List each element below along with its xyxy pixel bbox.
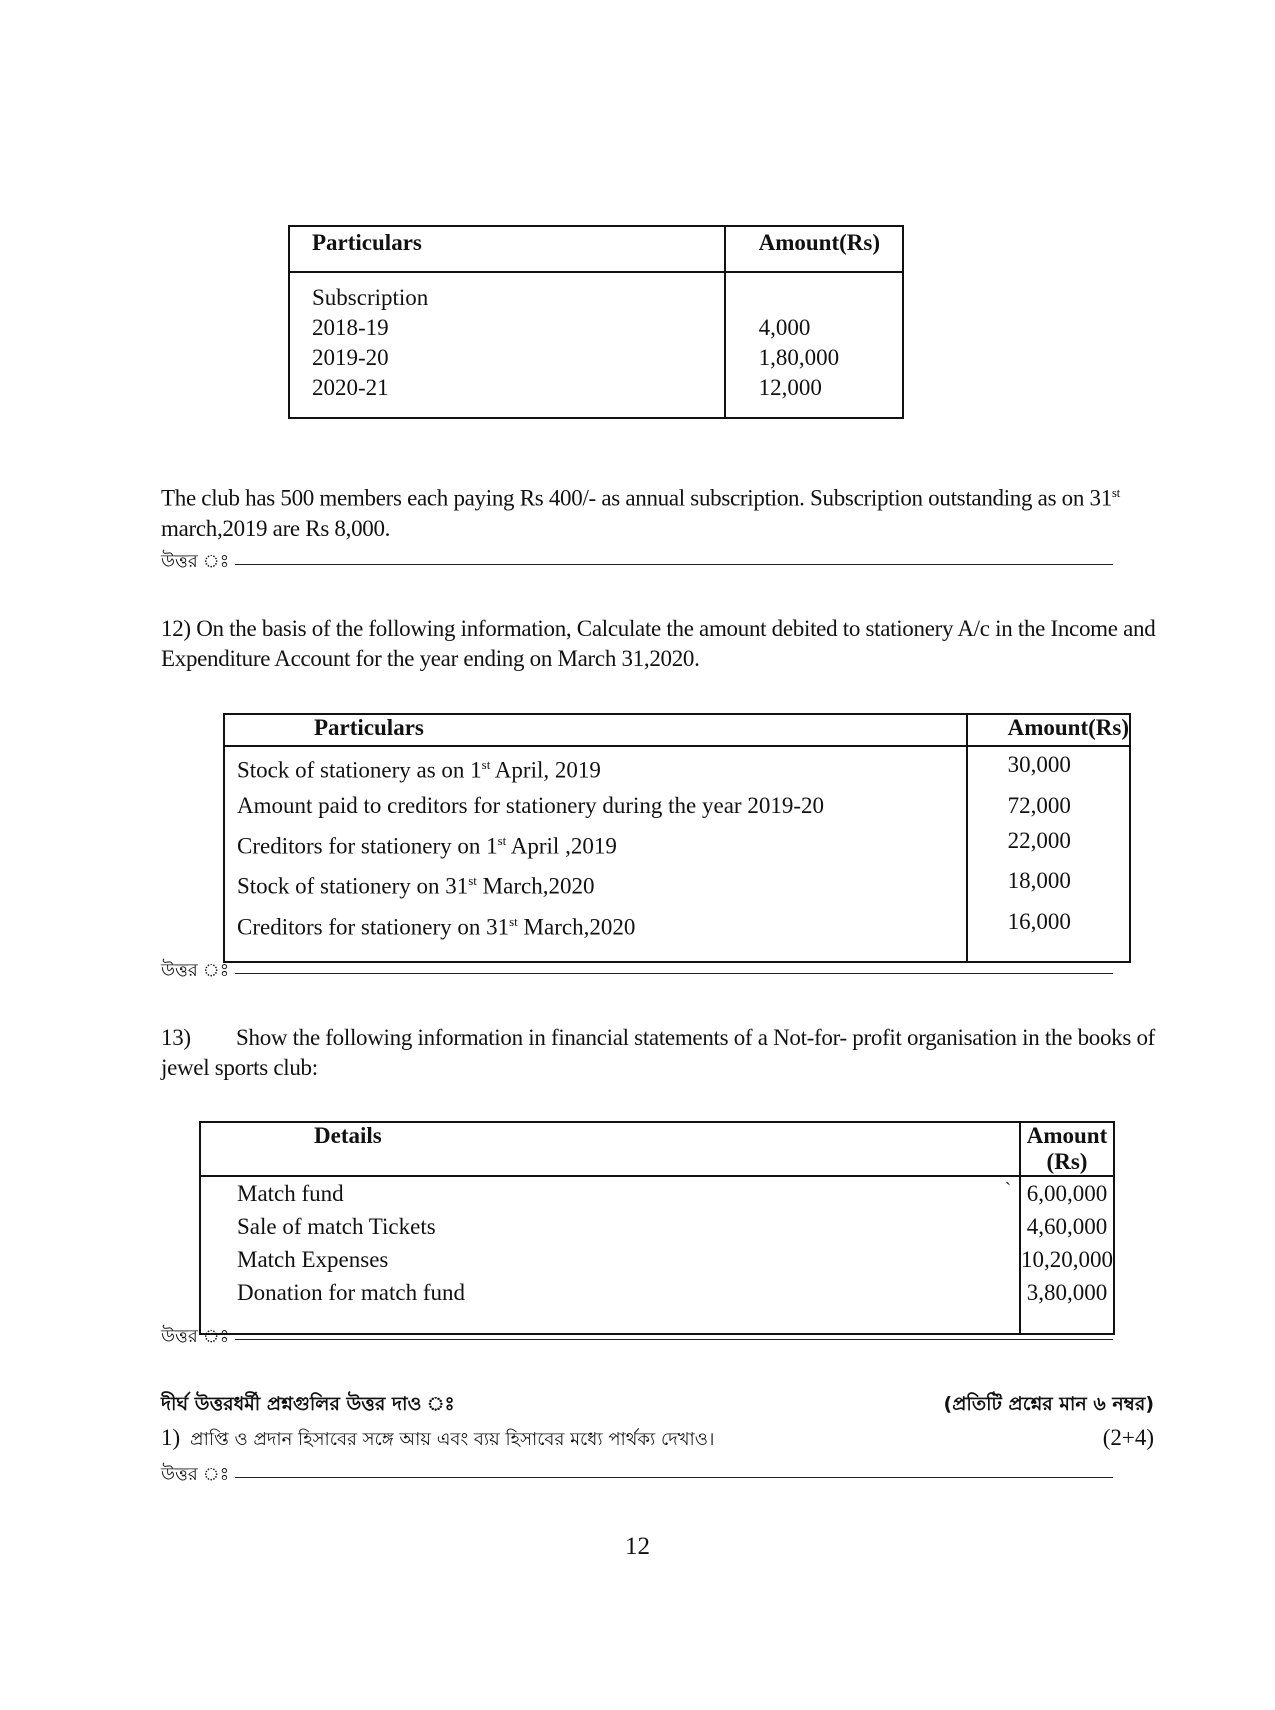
answer-line[interactable]	[161, 1322, 1113, 1353]
answer-line[interactable]	[161, 547, 1113, 578]
question-marks: (2+4)	[1102, 1425, 1154, 1450]
amount-cell: 4,60,000	[1026, 1214, 1108, 1239]
particulars-cell	[289, 272, 725, 418]
answer-label: উত্তর ঃ	[161, 1326, 230, 1347]
table-row	[200, 1176, 1114, 1210]
question-text: প্রাপ্তি ও প্রদান হিসাবের সঙ্গে আয় এবং ব্যয় হিসাবের মধ্যে পার্থক্য দেখাও।	[190, 1429, 715, 1450]
table-row	[224, 823, 1130, 864]
subscription-label: Subscription	[312, 285, 429, 310]
amount-cell: 6,00,000	[1026, 1181, 1108, 1206]
answer-label: উত্তর ঃ	[161, 551, 230, 572]
question-number: 13)	[161, 1025, 191, 1050]
table-row	[224, 863, 1130, 904]
question-12-text: 12) On the basis of the following information, Calculate the amount debited to stationery A/c in the Income and Expenditure Account for the year ending on March 31,2020.	[161, 616, 1156, 671]
amount-cell: 30,000	[1007, 752, 1071, 777]
table-row	[224, 746, 1130, 788]
answer-blank	[235, 1339, 1113, 1340]
amount-cell: 72,000	[1007, 792, 1071, 818]
club-info-paragraph: The club has 500 members each paying Rs 400/- as annual subscription. Subscription outstanding as on 31st march,2019 are Rs 8,000.	[161, 485, 1120, 541]
details-cell: Donation for match fund	[200, 1276, 1020, 1334]
column-header-amount: Amount (Rs)	[1020, 1122, 1114, 1176]
stationery-table	[223, 713, 1131, 963]
table-row	[224, 788, 1130, 823]
column-header-amount: Amount(Rs)	[725, 226, 903, 272]
answer-blank	[235, 564, 1113, 565]
match-fund-table	[199, 1121, 1115, 1335]
year-label: 2019-20	[312, 345, 389, 370]
amount-cell: 18,000	[1007, 868, 1071, 894]
table-row	[224, 904, 1130, 962]
answer-label: উত্তর ঃ	[161, 960, 230, 981]
table-row	[200, 1243, 1114, 1276]
table-header-row	[289, 226, 903, 272]
answer-line[interactable]	[161, 1460, 1113, 1491]
column-header-details: Details	[200, 1122, 1020, 1176]
section-marks-note: (প্রতিটি প্রশ্নের মান ৬ নম্বর)	[943, 1393, 1154, 1415]
page-number: 12	[625, 1533, 650, 1560]
section-title: দীর্ঘ উত্তরধর্মী প্রশ্নগুলির উত্তর দাও ঃ	[161, 1393, 455, 1415]
particulars-cell: Amount paid to creditors for stationery during the year 2019-20	[224, 788, 967, 823]
table-header-row	[200, 1122, 1114, 1176]
table-row	[289, 272, 903, 418]
details-cell: Sale of match Tickets	[200, 1210, 1020, 1243]
question-number: 1)	[161, 1425, 181, 1450]
question-13-text: 13) Show the following information in financial statements of a Not-for- profit organisation in the books of jewel sports club:	[161, 1025, 1156, 1080]
answer-label: উত্তর ঃ	[161, 1464, 230, 1485]
long-question-1	[161, 1425, 1154, 1456]
table-header-row	[224, 714, 1130, 746]
amount-value: 4,000	[758, 315, 811, 340]
amount-cell: 16,000	[1007, 908, 1071, 934]
details-cell: Match fund `	[200, 1176, 1020, 1210]
answer-blank	[235, 973, 1113, 974]
details-cell: Match Expenses	[200, 1243, 1020, 1276]
answer-blank	[235, 1477, 1113, 1478]
subscription-table	[288, 225, 904, 419]
column-header-particulars: Particulars	[224, 714, 967, 746]
long-answer-heading	[161, 1390, 1154, 1422]
stray-mark: `	[1005, 1179, 1011, 1199]
amount-value: 1,80,000	[758, 345, 840, 370]
table-row	[200, 1210, 1114, 1243]
column-header-particulars: Particulars	[289, 226, 725, 272]
particulars-cell: Stock of stationery as on 1st April, 2019	[224, 746, 967, 788]
amount-cell	[725, 272, 903, 418]
column-header-amount: Amount(Rs)	[967, 714, 1130, 746]
particulars-cell: Creditors for stationery on 31st March,2020	[224, 904, 967, 962]
year-label: 2018-19	[312, 315, 389, 340]
year-label: 2020-21	[312, 375, 389, 400]
amount-value: 12,000	[758, 375, 822, 400]
amount-cell: 22,000	[1007, 827, 1071, 853]
answer-line[interactable]	[161, 956, 1113, 987]
amount-cell: 3,80,000	[1026, 1280, 1108, 1305]
particulars-cell: Stock of stationery on 31st March,2020	[224, 863, 967, 904]
particulars-cell: Creditors for stationery on 1st April ,2019	[224, 823, 967, 864]
amount-cell: 10,20,000	[1021, 1247, 1113, 1272]
